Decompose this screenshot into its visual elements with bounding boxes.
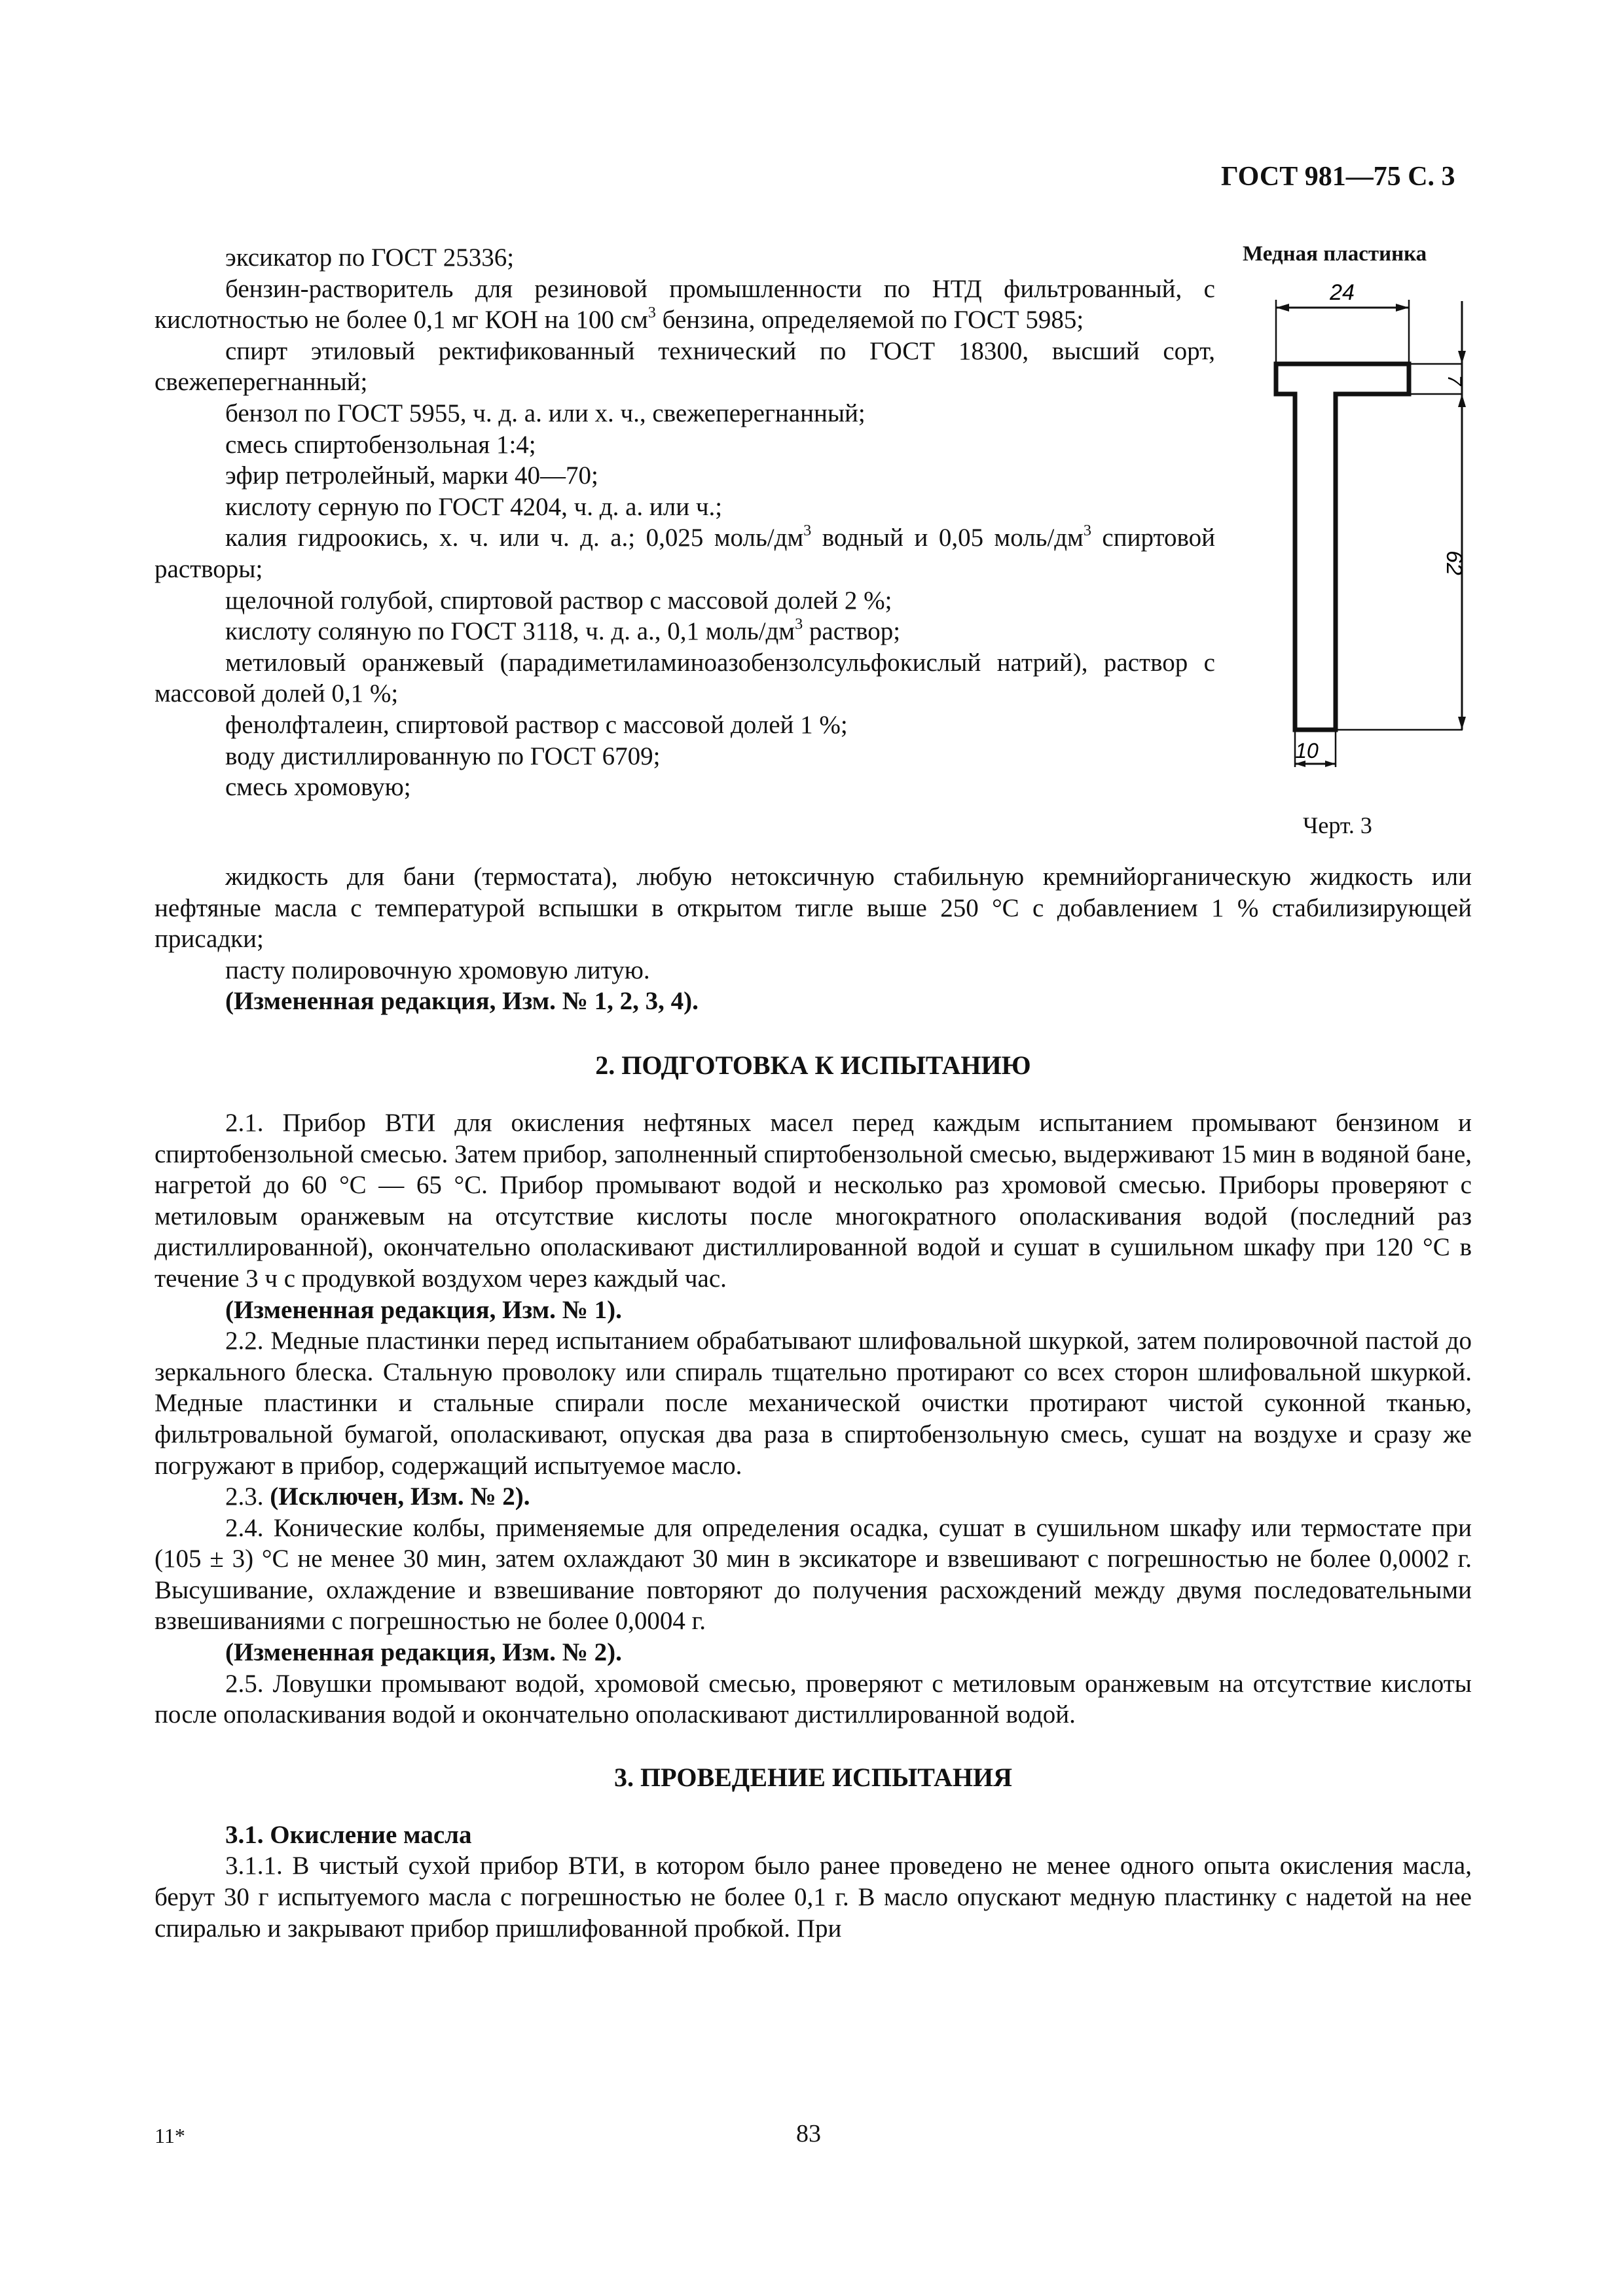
amendment-note: (Измененная редакция, Изм. № 1, 2, 3, 4). (225, 987, 699, 1016)
arrow-24-right (1396, 304, 1409, 312)
page-number: 83 (796, 2120, 821, 2147)
arrow-24-left (1276, 304, 1289, 312)
dim-62-label: 62 (1442, 550, 1467, 575)
material-item-continued: жидкость для бани (термостата), любую нетоксичную стабильную кремнийорганическую жидкость или нефтяные масла с температурой вспышки в открытом тигле выше 250 °С с добавлением 1 % стабилизирующей присадки; (155, 863, 1472, 954)
paragraph-2-4: 2.4. Конические колбы, применяемые для определения осадка, сушат в сушильном шкафу или термостате при (105 ± 3) °С не менее 30 мин, затем охлаждают 30 мин в эксикаторе и взвешивают с погрешностью не более 0,0002 г. Высушивание, охлаждение и взвешивание повторяют до получения расхождений между двумя последовательными взвешиваниями с погрешностью не более 0,0004 г. (155, 1513, 1472, 1636)
arrow-10-right (1325, 761, 1336, 767)
dim-10-label: 10 (1295, 739, 1319, 762)
figure-caption: Черт. 3 (1303, 812, 1372, 838)
materials-list-top (155, 242, 1215, 803)
footer-signature-mark: 11* (155, 2124, 185, 2147)
paragraph-2-2: 2.2. Медные пластинки перед испытанием обрабатывают шлифовальной шкуркой, затем полировочной пастой до зеркального блеска. Стальную проволоку или спираль тщательно протирают со всех сторон шлифовальной шкуркой. Медные пластинки и стальные спирали после механической очистки протирают чистой суконной тканью, фильтровальной бумагой, ополаскивают, опуская два раза в спиртобензольную смесь, сушат на воздухе и сразу же погружают в прибор, содержащий испытуемое масло. (155, 1327, 1472, 1480)
material-item: метиловый оранжевый (парадиметиламиноазобензолсульфокислый натрий), раствор с массовой долей 0,1 %; (155, 648, 1215, 708)
main-text (155, 863, 1472, 1944)
arrow-62-bottom (1458, 717, 1466, 730)
plate-outline (1276, 364, 1409, 730)
paragraph-2-5: 2.5. Ловушки промывают водой, хромовой смесью, проверяют с метиловым оранжевым на отсутствие кислоты после ополаскивания водой и окончательно ополаскивают дистиллированной водой. (155, 1669, 1472, 1729)
dim-24-label: 24 (1330, 281, 1355, 305)
material-item: кислоту соляную по ГОСТ 3118, ч. д. а., 0,1 моль/$дм^3$ раствор; (225, 615, 901, 646)
material-item: эфир петролейный, марки 40—70; (225, 461, 598, 490)
figure-title: Медная пластинка (1243, 242, 1427, 266)
material-item: спирт этиловый ректификованный технический по ГОСТ 18300, высший сорт, свежеперегнанный; (155, 336, 1215, 397)
paragraph-2-3: 2.3. (Исключен, Изм. № 2). (225, 1482, 530, 1511)
material-item: смесь хромовую; (225, 773, 411, 802)
subsection-3-1-title: 3.1. Окисление масла (225, 1820, 472, 1849)
dim-7-label: 7 (1444, 374, 1465, 386)
material-item: фенолфталеин, спиртовой раствор с массовой долей 1 %; (225, 710, 848, 739)
material-item: бензол по ГОСТ 5955, ч. д. а. или х. ч., свежеперегнанный; (225, 399, 866, 427)
material-item: щелочной голубой, спиртовой раствор с массовой долей 2 %; (225, 586, 892, 615)
paragraph-3-1-1: 3.1.1. В чистый сухой прибор ВТИ, в котором было ранее проведено не менее одного опыта окисления масла, берут 30 г испытуемого масла с погрешностью не более 0,1 г. В масло опускают медную пластинку с надетой на нее спиралью и закрывают прибор пришлифованной пробкой. При (155, 1852, 1472, 1943)
material-item: кислоту серную по ГОСТ 4204, ч. д. а. или ч.; (225, 492, 723, 521)
page-header: ГОСТ 981—75 С. 3 (1221, 162, 1455, 192)
material-item: бензин-растворитель для резиновой промышленности по НТД фильтрованный, с кислотностью не более 0,1 мг КОН на 100 $см^3$ бензина, определяемой по ГОСТ 5985; (155, 274, 1215, 334)
material-item: воду дистиллированную по ГОСТ 6709; (225, 742, 661, 770)
material-item: эксикатор по ГОСТ 25336; (225, 243, 515, 272)
section-2-heading: 2. ПОДГОТОВКА К ИСПЫТАНИЮ (595, 1050, 1031, 1080)
paragraph-2-1: 2.1. Прибор ВТИ для окисления нефтяных масел перед каждым испытанием промывают бензином и спиртобензольной смесью. Затем прибор, заполненный спиртобензольной смесью, выдерживают 15 мин в водяной бане, нагретой до 60 °С — 65 °С. Прибор промывают водой и несколько раз хромовой смесью. Приборы проверяют с метиловым оранжевым на отсутствие кислоты после многократного ополаскивания водой (последний раз дистиллированной), окончательно ополаскивают дистиллированной водой и сушат в сушильном шкафу при 120 °С в течение 3 ч с продувкой воздухом через каждый час. (155, 1108, 1472, 1293)
arrow-62-top (1458, 394, 1466, 407)
amendment-note: (Измененная редакция, Изм. № 2). (225, 1638, 622, 1667)
material-item: смесь спиртобензольная 1:4; (225, 430, 536, 459)
section-3-heading: 3. ПРОВЕДЕНИЕ ИСПЫТАНИЯ (614, 1762, 1012, 1792)
material-item: калия гидроокись, х. ч. или ч. д. а.; 0,025 моль/$дм^3$ водный и 0,05 моль/$дм^3$ спиртовой растворы; (155, 521, 1216, 583)
amendment-note: (Измененная редакция, Изм. № 1). (225, 1295, 622, 1324)
material-item: пасту полировочную хромовую литую. (225, 956, 650, 984)
copper-plate-drawing (1237, 281, 1473, 779)
arrow-7-top (1458, 351, 1466, 364)
